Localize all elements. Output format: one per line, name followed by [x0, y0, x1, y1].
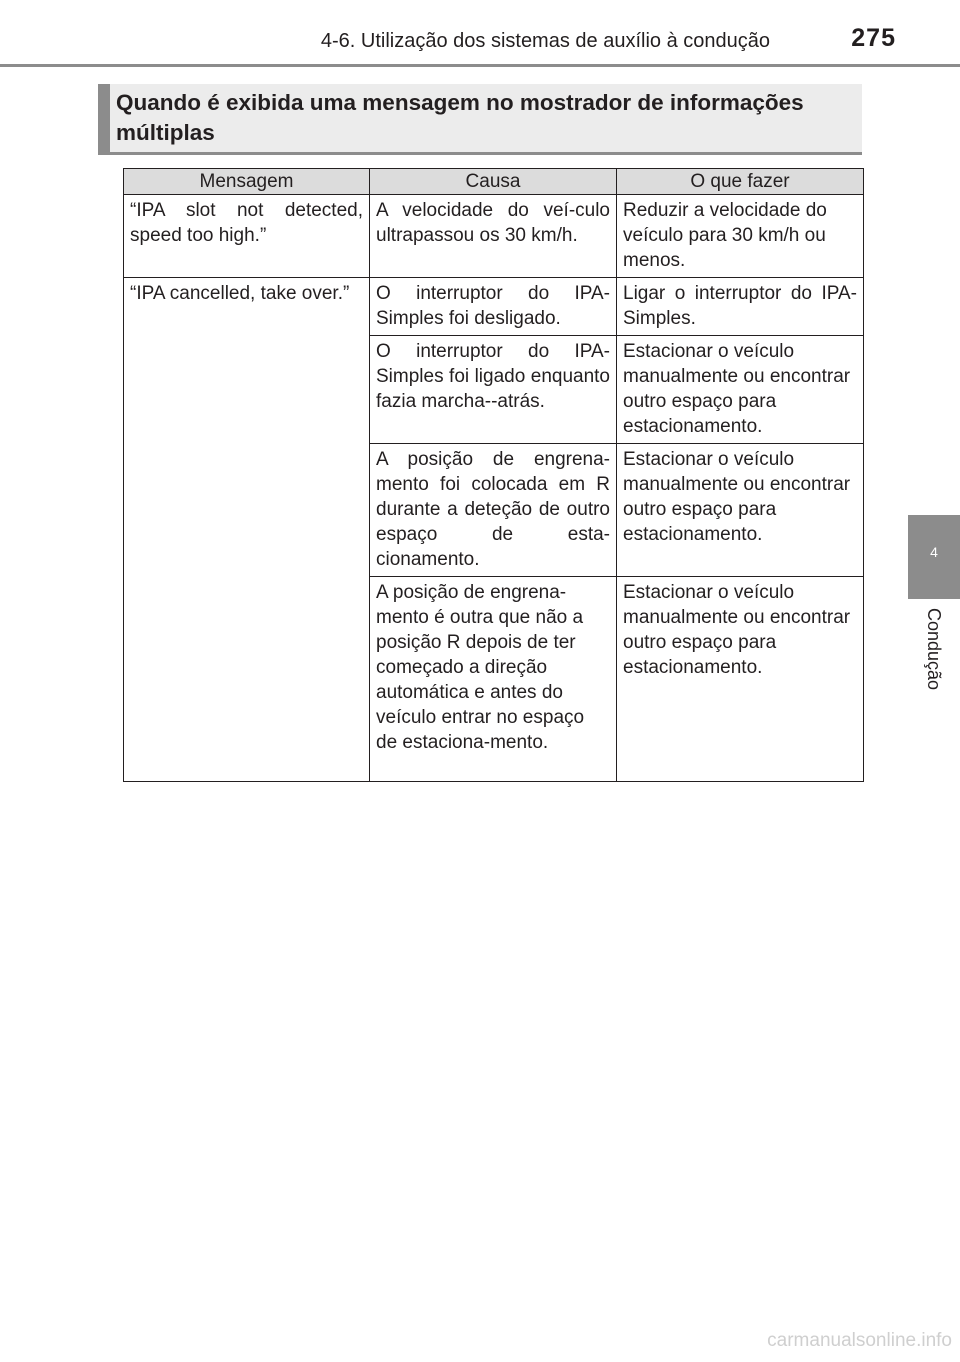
- column-header-action: O que fazer: [617, 169, 864, 195]
- action-cell: Estacionar o veículo manualmente ou encontrar outro espaço para estacionamento.: [617, 336, 864, 444]
- cause-cell: O interruptor do IPA-Simples foi desligado.: [370, 278, 617, 336]
- action-cell: Estacionar o veículo manualmente ou encontrar outro espaço para estacionamento.: [617, 444, 864, 577]
- heading-accent-bar: [98, 84, 110, 155]
- section-heading-box: [98, 84, 862, 155]
- running-header-title: 4-6. Utilização dos sistemas de auxílio à condução: [320, 30, 770, 52]
- page-number: 275: [851, 24, 896, 52]
- action-cell: Reduzir a velocidade do veículo para 30 km/h ou menos.: [617, 195, 864, 278]
- chapter-tab: [908, 515, 960, 599]
- table-header-row: [124, 169, 864, 195]
- column-header-cause: Causa: [370, 169, 617, 195]
- section-heading: Quando é exibida uma mensagem no mostrador de informações múltiplas: [116, 90, 804, 145]
- chapter-label: Condução: [924, 608, 944, 691]
- cause-cell: A posição de engrena-mento foi colocada em R durante a deteção de outro espaço de esta-cionamento.: [370, 444, 617, 577]
- message-table: [123, 168, 864, 782]
- watermark: carmanualsonline.info: [767, 1330, 952, 1351]
- chapter-number: 4: [930, 544, 938, 560]
- action-cell: Estacionar o veículo manualmente ou encontrar outro espaço para estacionamento.: [617, 577, 864, 782]
- message-cell: “IPA cancelled, take over.”: [124, 278, 370, 782]
- action-cell: Ligar o interruptor do IPA-Simples.: [617, 278, 864, 336]
- table-row: [124, 195, 864, 278]
- table-row: [124, 278, 864, 336]
- cause-cell: O interruptor do IPA-Simples foi ligado enquanto fazia marcha--atrás.: [370, 336, 617, 444]
- header-divider: [0, 64, 960, 67]
- cause-cell: A posição de engrena-mento é outra que não a posição R depois de ter começado a direção automática e antes do veículo entrar no espaço de estaciona-mento.: [370, 577, 617, 782]
- cause-cell: A velocidade do veí-culo ultrapassou os 30 km/h.: [370, 195, 617, 278]
- message-cell: “IPA slot not detected, speed too high.”: [124, 195, 370, 278]
- column-header-message: Mensagem: [124, 169, 370, 195]
